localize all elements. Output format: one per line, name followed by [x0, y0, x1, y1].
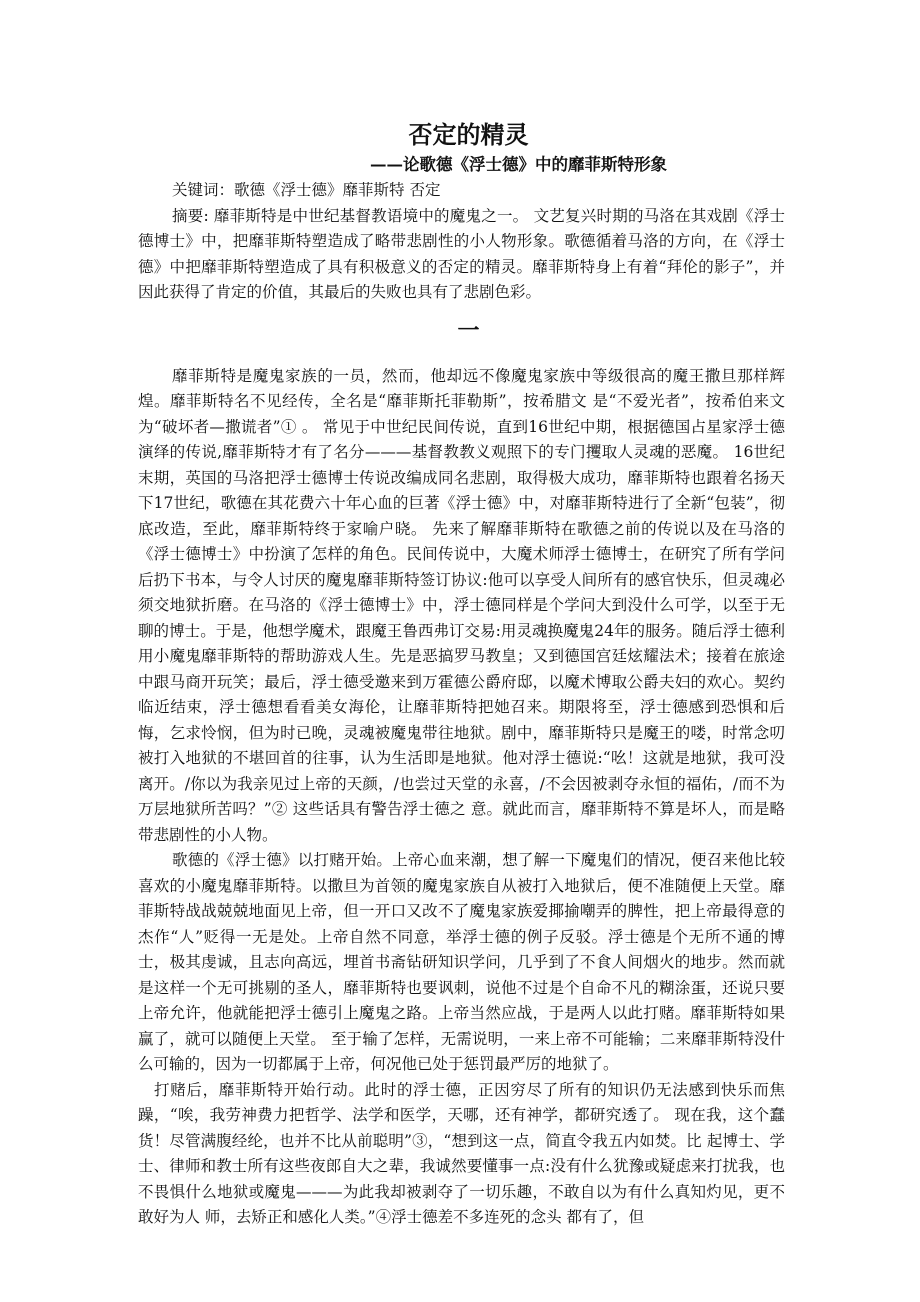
abstract-label: 摘要:	[172, 206, 209, 225]
keywords-line	[138, 178, 785, 204]
body-paragraph-3: 打赌后，靡菲斯特开始行动。此时的浮士德，正因穷尽了所有的知识仍无法感到快乐而焦躁，“唉，我劳神费力把哲学、法学和医学，天哪，还有神学，都研究透了。 现在我，这个蠢货！尽管满腹经纶，也并不比从前聪明”③，“想到这一点，简直令我五内如焚。比 起博士、学士、律师和教士所有这些夜郎自大之辈，我诚然要懂事一点:没有什么犹豫或疑虑来打扰我，也不畏惧什么地狱或魔鬼———为此我却被剥夺了一切乐趣，不敢自以为有什么真知灼见，更不敢好为人 师，去矫正和感化人类。”④浮士德差不多连死的念头 都有了，但	[138, 1080, 785, 1226]
keywords-label: 关键词：	[172, 181, 235, 199]
document-title: 否定的精灵	[408, 120, 529, 149]
section-heading: 一	[457, 317, 480, 344]
abstract-text: 靡菲斯特是中世纪基督教语境中的魔鬼之一。 文艺复兴时期的马洛在其戏剧《浮士德博士》中，把靡菲斯特塑造成了略带悲剧性的小人物形象。歌德循着马洛的方向，在《浮士德》中把靡菲斯特塑造成了具有积极意义的否定的精灵。靡菲斯特身上有着“拜伦的影子”，并因此获得了肯定的价值，其最后的失败也具有了悲剧色彩。	[138, 206, 785, 301]
body-paragraph-2: 歌德的《浮士德》以打赌开始。上帝心血来潮，想了解一下魔鬼们的情况，便召来他比较喜欢的小魔鬼靡菲斯特。以撒旦为首领的魔鬼家族自从被打入地狱后，便不准随便上天堂。靡菲斯特战战兢兢地面见上帝，但一开口又改不了魔鬼家族爱揶揄嘲弄的脾性，把上帝最得意的杰作“人”贬得一无是处。上帝自然不同意，举浮士德的例子反驳。浮士德是个无所不通的博士，极其虔诚，且志向高远，埋首书斋钻研知识学问，几乎到了不食人间烟火的地步。然而就是这样一个无可挑剔的圣人，靡菲斯特也要讽刺，说他不过是个自命不凡的糊涂蛋，还说只要上帝允许，他就能把浮士德引上魔鬼之路。上帝当然应战，于是两人以此打赌。靡菲斯特如果赢了，就可以随便上天堂。 至于输了怎样，无需说明，一来上帝不可能输；二来靡菲斯特没什么可输的，因为一切都属于上帝，何况他已处于惩罚最严厉的地狱了。	[138, 851, 785, 1073]
body-paragraph-1: 靡菲斯特是魔鬼家族的一员，然而，他却远不像魔鬼家族中等级很高的魔王撒旦那样辉煌。靡菲斯特名不见经传，全名是“靡菲斯托菲勒斯”，按希腊文 是“不爱光者”，按希伯来文为“破坏者—撒谎者”① 。 常见于中世纪民间传说，直到16世纪中期，根据德国占星家浮士德演绎的传说,靡菲斯特才有了名分———基督教教义观照下的专门攫取人灵魂的恶魔。 16世纪末期，英国的马洛把浮士德博士传说改编成同名悲剧，取得极大成功，靡菲斯特也跟着名扬天下17世纪，歌德在其花费六十年心血的巨著《浮士德》中，对靡菲斯特进行了全新“包装”，彻底改造，至此，靡菲斯特终于家喻户晓。 先来了解靡菲斯特在歌德之前的传说以及在马洛的《浮士德博士》中扮演了怎样的角色。民间传说中，大魔术师浮士德博士，在研究了所有学问后扔下书本，与令人讨厌的魔鬼靡菲斯特签订协议:他可以享受人间所有的感官快乐，但灵魂必须交地狱折磨。在马洛的《浮士德博士》中，浮士德同样是个学问大到没什么可学，以至于无聊的博士。于是，他想学魔术，跟魔王鲁西弗订交易:用灵魂换魔鬼24年的服务。随后浮士德利用小魔鬼靡菲斯特的帮助游戏人生。先是恶搞罗马教皇；又到德国宫廷炫耀法术；接着在旅途中跟马商开玩笑；最后，浮士德受邀来到万霍德公爵府邸，以魔术博取公爵夫妇的欢心。契约临近结束，浮士德想看看美女海伦，让靡菲斯特把她召来。期限将至，浮士德感到恐惧和后悔，乞求怜悯，但为时已晚，灵魂被魔鬼带往地狱。剧中，靡菲斯特只是魔王的喽，时常念叨被打入地狱的不堪回首的往事，认为生活即是地狱。他对浮士德说:“吆！这就是地狱，我可没离开。/你以为我亲见过上帝的天颜，/也尝过天堂的永喜，/不会因被剥夺永恒的福佑，/而不为万层地狱所苦吗？”② 这些话具有警告浮士德之 意。就此而言，靡菲斯特不算是坏人，而是略带悲剧性的小人物。	[138, 366, 785, 844]
keywords-text: 歌德《浮士德》靡菲斯特 否定	[234, 181, 441, 199]
document-page	[138, 118, 785, 1231]
abstract-paragraph	[138, 204, 785, 306]
document-subtitle: ——论歌德《浮士德》中的靡菲斯特形象	[370, 155, 667, 174]
